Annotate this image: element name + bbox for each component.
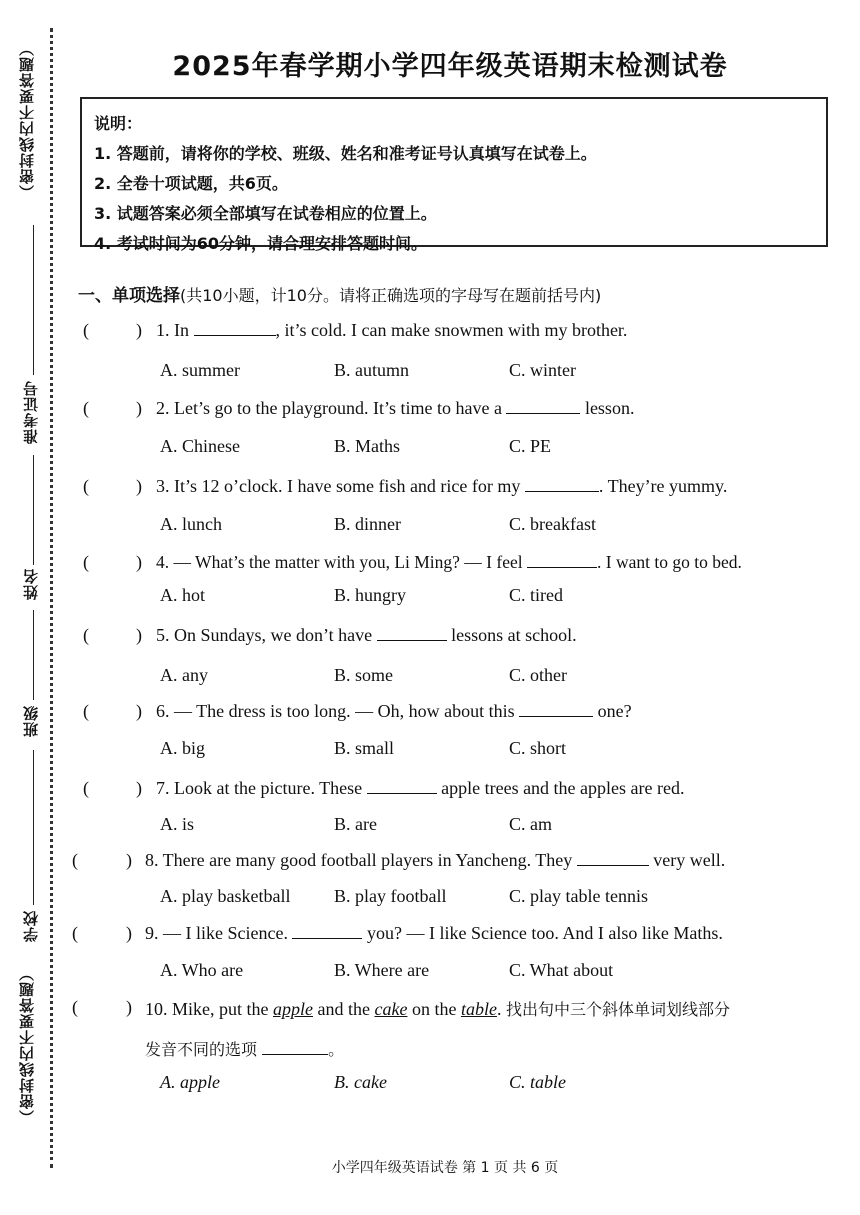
exam-no-label: 准考证号 — [22, 380, 40, 444]
question-text: 2. Let’s go to the playground. It’s time to have a — [156, 398, 507, 418]
option-c: C. play table tennis — [509, 886, 648, 906]
answer-paren-open: ( — [83, 701, 89, 721]
option-c: C. PE — [509, 436, 552, 456]
question-text: 6. — The dress is too long. — Oh, how about this — [156, 701, 520, 721]
question-text: 3. It’s 12 o’clock. I have some fish and rice for my — [156, 476, 525, 496]
italic-word-cake: cake — [374, 999, 408, 1019]
question-text: , it’s cold. I can make snowmen with my brother. — [275, 320, 628, 340]
option-a: A. Chinese — [160, 436, 240, 456]
answer-blank[interactable] — [527, 553, 597, 568]
question-text: 9. — I like Science. — [145, 923, 293, 943]
answer-paren-open: ( — [72, 850, 78, 870]
question-text: on the — [407, 999, 461, 1019]
answer-paren-close: ) — [126, 923, 132, 943]
question-text: . They’re yummy. — [598, 476, 728, 496]
school-line — [33, 750, 34, 905]
option-c: C. What about — [509, 960, 614, 980]
question-text: lesson. — [580, 398, 635, 418]
option-b: B. autumn — [334, 360, 409, 380]
option-a: A. Who are — [160, 960, 244, 980]
question-instruction: 找出句中三个斜体单词划线部分 — [505, 1000, 730, 1019]
answer-paren-open: ( — [83, 476, 89, 496]
seal-dotted-line — [50, 28, 53, 1168]
answer-paren-close: ) — [126, 997, 132, 1017]
answer-paren-close: ) — [136, 625, 142, 645]
answer-blank[interactable] — [525, 477, 599, 492]
question-text: one? — [593, 701, 632, 721]
option-b: B. small — [334, 738, 395, 758]
answer-paren-open: ( — [72, 997, 78, 1017]
question-text: 8. There are many good football players in Yancheng. They — [145, 850, 577, 870]
question-text: 7. Look at the picture. These — [156, 778, 367, 798]
option-c: C. winter — [509, 360, 576, 380]
question-text: 5. On Sundays, we don’t have — [156, 625, 377, 645]
option-a: A. summer — [160, 360, 240, 380]
option-a: A. is — [160, 814, 195, 834]
page-footer: 小学四年级英语试卷 第 1 页 共 6 页 — [331, 1160, 559, 1176]
question-text: 。 — [328, 1040, 345, 1059]
instructions-heading: 说明： — [94, 114, 143, 133]
instructions-box — [80, 97, 828, 253]
option-c: C. am — [509, 814, 552, 834]
page-title: 2025年春学期小学四年级英语期末检测试卷 — [172, 51, 728, 82]
italic-word-table: table — [460, 999, 497, 1019]
answer-paren-close: ) — [136, 476, 142, 496]
answer-paren-close: ) — [136, 552, 142, 572]
option-b: B. some — [334, 665, 394, 685]
answer-blank[interactable] — [577, 851, 649, 866]
answer-blank[interactable] — [506, 399, 580, 414]
instruction-item: 2. 全卷十项试题，共6页。 — [94, 174, 288, 193]
italic-word-apple: apple — [273, 999, 313, 1019]
option-b: B. play football — [334, 886, 447, 906]
answer-blank[interactable] — [262, 1040, 328, 1055]
option-a: A. hot — [160, 585, 205, 605]
answer-blank[interactable] — [194, 321, 276, 336]
answer-blank[interactable] — [519, 702, 593, 717]
answer-blank[interactable] — [377, 626, 447, 641]
option-a: A. play basketball — [160, 886, 291, 906]
answer-paren-close: ) — [126, 850, 132, 870]
question-text: 4. — What’s the matter with you, Li Ming? — I feel — [156, 552, 527, 572]
option-c: C. breakfast — [509, 514, 596, 534]
answer-paren-close: ) — [136, 398, 142, 418]
answer-paren-open: ( — [83, 320, 89, 340]
question-text: apple trees and the apples are red. — [436, 778, 685, 798]
section-instruction: (共10小题，计10分。请将正确选项的字母写在题前括号内) — [180, 286, 602, 305]
answer-paren-close: ) — [136, 778, 142, 798]
question-text: 1. In — [156, 320, 194, 340]
instruction-item: 4. 考试时间为60分钟，请合理安排答题时间。 — [94, 234, 428, 253]
option-a: A. lunch — [160, 514, 222, 534]
section-label: 一、单项选择 — [78, 286, 180, 306]
class-line — [33, 610, 34, 700]
option-b: B. Maths — [334, 436, 401, 456]
option-a: A. apple — [160, 1072, 220, 1092]
option-c: C. short — [509, 738, 567, 758]
name-label: 姓名 — [22, 568, 40, 600]
seal-note-bottom: （密封线内不要答题） — [18, 965, 36, 1125]
question-text: very well. — [648, 850, 726, 870]
question-text: . I want to go to bed. — [597, 552, 742, 572]
option-c: C. other — [509, 665, 567, 685]
question-text: . — [496, 999, 502, 1019]
instruction-item: 1. 答题前，请将你的学校、班级、姓名和准考证号认真填写在试卷上。 — [94, 144, 597, 163]
option-c: C. table — [509, 1072, 566, 1092]
option-a: A. any — [160, 665, 208, 685]
answer-paren-open: ( — [72, 923, 78, 943]
question-text: lessons at school. — [446, 625, 577, 645]
exam-no-line — [33, 225, 34, 375]
class-label: 班级 — [22, 705, 40, 737]
option-b: B. hungry — [334, 585, 406, 605]
instruction-item: 3. 试题答案必须全部填写在试卷相应的位置上。 — [94, 204, 437, 223]
option-b: B. are — [334, 814, 377, 834]
answer-blank[interactable] — [367, 779, 437, 794]
question-text: and the — [313, 999, 375, 1019]
answer-paren-open: ( — [83, 625, 89, 645]
answer-blank[interactable] — [292, 924, 362, 939]
answer-paren-open: ( — [83, 552, 89, 572]
option-a: A. big — [160, 738, 205, 758]
option-b: B. Where are — [334, 960, 430, 980]
question-text: you? — I like Science too. And I also like Maths. — [362, 923, 723, 943]
option-c: C. tired — [509, 585, 563, 605]
seal-note-top: （密封线内不要答题） — [18, 40, 36, 200]
option-b: B. dinner — [334, 514, 401, 534]
answer-paren-open: ( — [83, 778, 89, 798]
school-label: 学校 — [22, 910, 40, 942]
question-text: 10. Mike, put the — [145, 999, 273, 1019]
name-line — [33, 455, 34, 565]
answer-paren-open: ( — [83, 398, 89, 418]
section-heading — [78, 281, 601, 306]
binding-margin — [0, 0, 58, 1215]
option-b: B. cake — [334, 1072, 387, 1092]
answer-paren-close: ) — [136, 320, 142, 340]
answer-paren-close: ) — [136, 701, 142, 721]
question-instruction: 发音不同的选项 — [145, 1040, 258, 1059]
